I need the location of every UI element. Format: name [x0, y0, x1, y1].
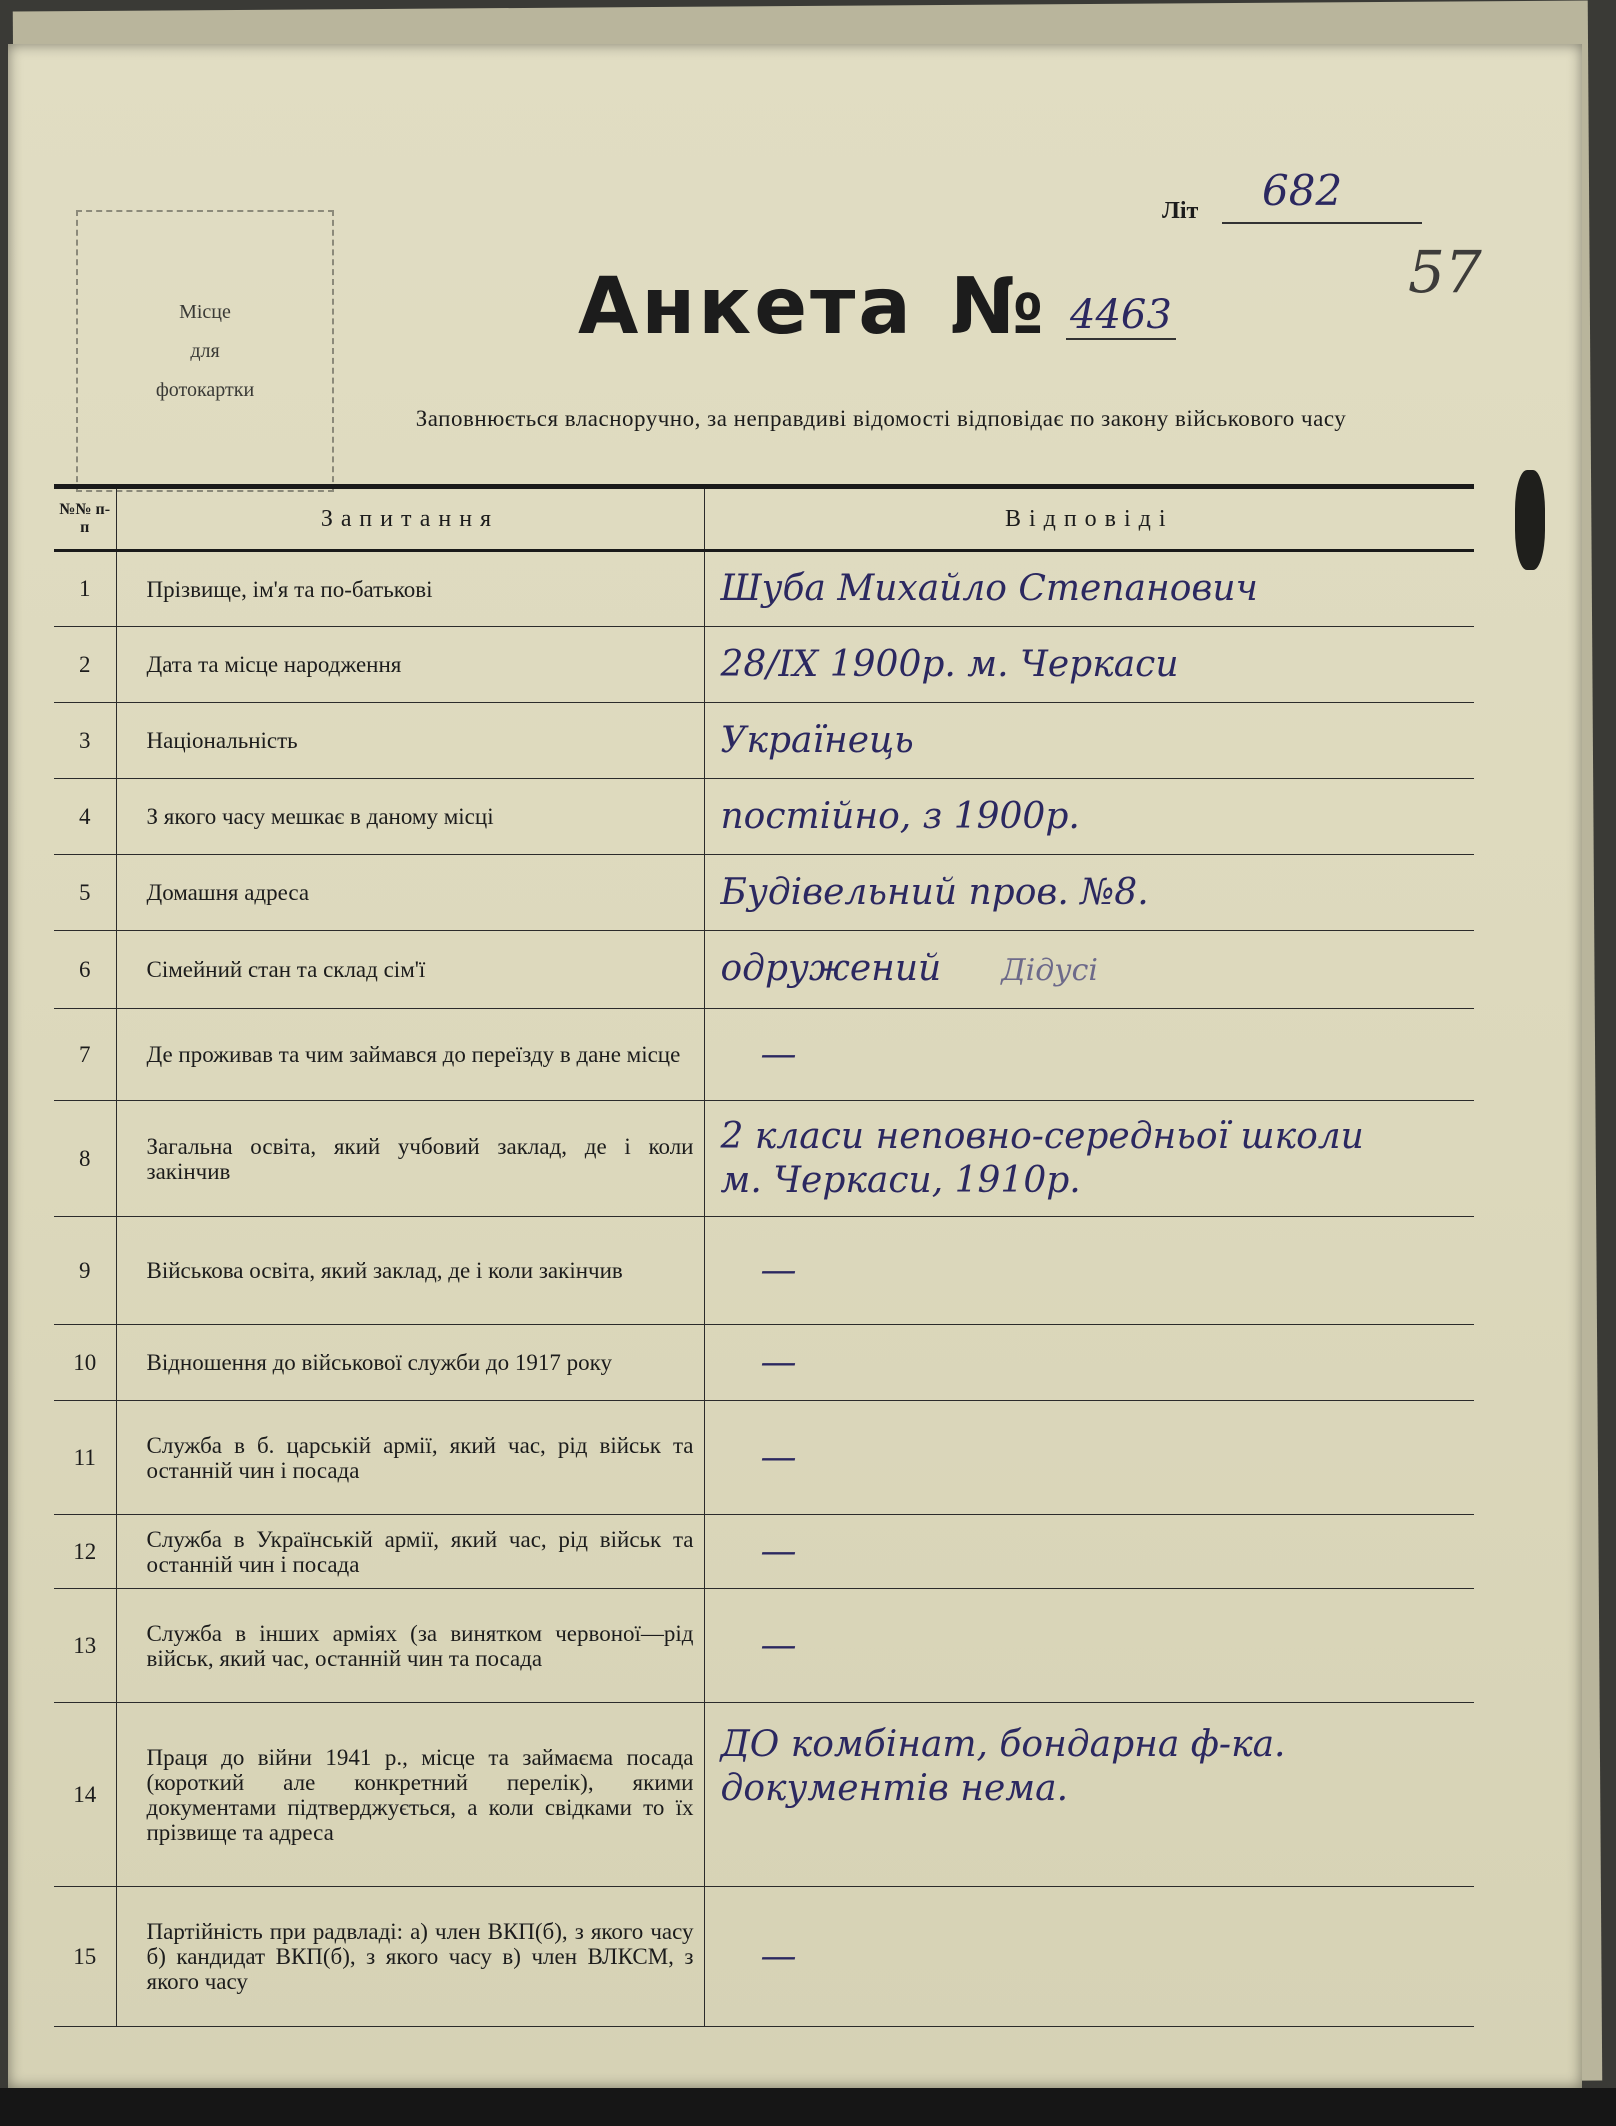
- row-question: Сімейний стан та склад сім'ї: [116, 931, 704, 1009]
- row-answer: —: [760, 1935, 797, 1977]
- table-header-row: [54, 487, 1474, 551]
- form-number: 4463: [1066, 292, 1176, 340]
- table-row: [54, 627, 1474, 703]
- row-question: Військова освіта, який заклад, де і коли закінчив: [116, 1217, 704, 1325]
- header-num: №№ п-п: [54, 487, 116, 551]
- photo-label-line2: для: [190, 339, 220, 362]
- row-answer-line2: м. Черкаси, 1910р.: [720, 1159, 1081, 1201]
- row-number: 3: [54, 703, 116, 779]
- row-answer-cell: [704, 1101, 1474, 1217]
- row-answer: —: [760, 1033, 797, 1075]
- row-number: 9: [54, 1217, 116, 1325]
- table-row: [54, 551, 1474, 627]
- row-answer: Будівельний пров. №8.: [720, 871, 1149, 913]
- row-question: Де проживав та чим займався до переїзду в дане місце: [116, 1009, 704, 1101]
- row-answer-cell: [704, 855, 1474, 931]
- row-question: Праця до війни 1941 р., місце та займаєма посада (короткий але конкретний перелік), якими документами підтверджується, а коли свідками то їх прізвище та адреса: [116, 1703, 704, 1887]
- row-answer-cell: [704, 1887, 1474, 2027]
- table-row: [54, 779, 1474, 855]
- row-answer-cell: [704, 1325, 1474, 1401]
- row-question: Національність: [116, 703, 704, 779]
- row-number: 5: [54, 855, 116, 931]
- form-subtitle: Заповнюється власноручно, за неправдиві відомості відповідає по закону військового часу: [415, 406, 1347, 431]
- lit-underline: [1222, 222, 1422, 224]
- row-number: 15: [54, 1887, 116, 2027]
- row-answer-cell: [704, 703, 1474, 779]
- row-answer-cell: [704, 1009, 1474, 1101]
- row-number: 10: [54, 1325, 116, 1401]
- table-row: [54, 1703, 1474, 1887]
- questionnaire-table: [54, 484, 1474, 2027]
- row-question: Служба в б. царській армії, який час, рід військ та останній чин і посада: [116, 1401, 704, 1515]
- ink-stain: [1515, 470, 1545, 570]
- row-answer: ДО комбінат, бондарна ф-ка.: [720, 1724, 1286, 1765]
- row-number: 1: [54, 551, 116, 627]
- row-answer-cell: [704, 1589, 1474, 1703]
- table-row: [54, 1217, 1474, 1325]
- row-question: Партійність при радвладі: а) член ВКП(б), з якого часу б) кандидат ВКП(б), з якого часу в) член ВЛКСМ, з якого часу: [116, 1887, 704, 2027]
- row-answer: —: [760, 1341, 797, 1383]
- row-number: 2: [54, 627, 116, 703]
- row-answer-note: Дідусі: [1001, 952, 1099, 988]
- row-answer: 28/IX 1900р. м. Черкаси: [720, 643, 1179, 685]
- row-question: З якого часу мешкає в даному місці: [116, 779, 704, 855]
- table-row: [54, 1009, 1474, 1101]
- lit-label: Літ: [1162, 198, 1199, 224]
- corner-page-number: 57: [1408, 238, 1482, 306]
- row-question: Дата та місце народження: [116, 627, 704, 703]
- row-answer: 2 класи неповно-середньої школи: [720, 1115, 1364, 1157]
- row-question: Домашня адреса: [116, 855, 704, 931]
- row-answer: постійно, з 1900р.: [720, 795, 1080, 837]
- row-answer: —: [760, 1436, 797, 1478]
- background-edge: [0, 2088, 1616, 2126]
- header-question: Запитання: [116, 487, 704, 551]
- table-row: [54, 1325, 1474, 1401]
- table-row: [54, 1589, 1474, 1703]
- row-answer-line2: документів нема.: [720, 1768, 1069, 1809]
- row-answer: —: [760, 1249, 797, 1291]
- photo-label-line1: Місце: [179, 300, 231, 323]
- row-number: 13: [54, 1589, 116, 1703]
- form-title: Анкета: [578, 262, 914, 352]
- row-answer: —: [760, 1624, 797, 1666]
- row-answer: [721, 947, 1475, 993]
- row-number: 8: [54, 1101, 116, 1217]
- row-answer: Шуба Михайло Степанович: [720, 568, 1258, 609]
- table-row: [54, 1101, 1474, 1217]
- table-row: [54, 1401, 1474, 1515]
- row-number: 11: [54, 1401, 116, 1515]
- table-row: [54, 703, 1474, 779]
- row-number: 4: [54, 779, 116, 855]
- row-answer-cell: [704, 1703, 1474, 1887]
- row-question: Служба в інших арміях (за винятком червоної—рід військ, який час, останній чин та посада: [116, 1589, 704, 1703]
- row-number: 6: [54, 931, 116, 1009]
- table-row: [54, 931, 1474, 1009]
- row-answer: —: [760, 1530, 797, 1572]
- row-number: 7: [54, 1009, 116, 1101]
- row-question: Служба в Українській армії, який час, рід військ та останній чин і посада: [116, 1515, 704, 1589]
- row-number: 12: [54, 1515, 116, 1589]
- photo-label-line3: фотокартки: [155, 378, 255, 401]
- row-number: 14: [54, 1703, 116, 1887]
- table-row: [54, 1515, 1474, 1589]
- lit-value: 682: [1262, 166, 1343, 215]
- row-answer: Українець: [720, 719, 914, 761]
- row-answer-cell: [704, 1401, 1474, 1515]
- row-question: Прізвище, ім'я та по-батькові: [116, 551, 704, 627]
- table-row: [54, 1887, 1474, 2027]
- row-answer-cell: [704, 931, 1474, 1009]
- table-row: [54, 855, 1474, 931]
- row-answer-main: одружений: [720, 947, 942, 989]
- number-sign: №: [950, 262, 1044, 352]
- row-answer-cell: [704, 551, 1474, 627]
- row-answer-cell: [704, 627, 1474, 703]
- header-answer: Відповіді: [704, 487, 1474, 551]
- row-question: Відношення до військової служби до 1917 року: [116, 1325, 704, 1401]
- row-question: Загальна освіта, який учбовий заклад, де і коли закінчив: [116, 1101, 704, 1217]
- row-answer-cell: [704, 1217, 1474, 1325]
- row-answer-cell: [704, 779, 1474, 855]
- row-answer-cell: [704, 1515, 1474, 1589]
- photo-placeholder: [76, 210, 334, 492]
